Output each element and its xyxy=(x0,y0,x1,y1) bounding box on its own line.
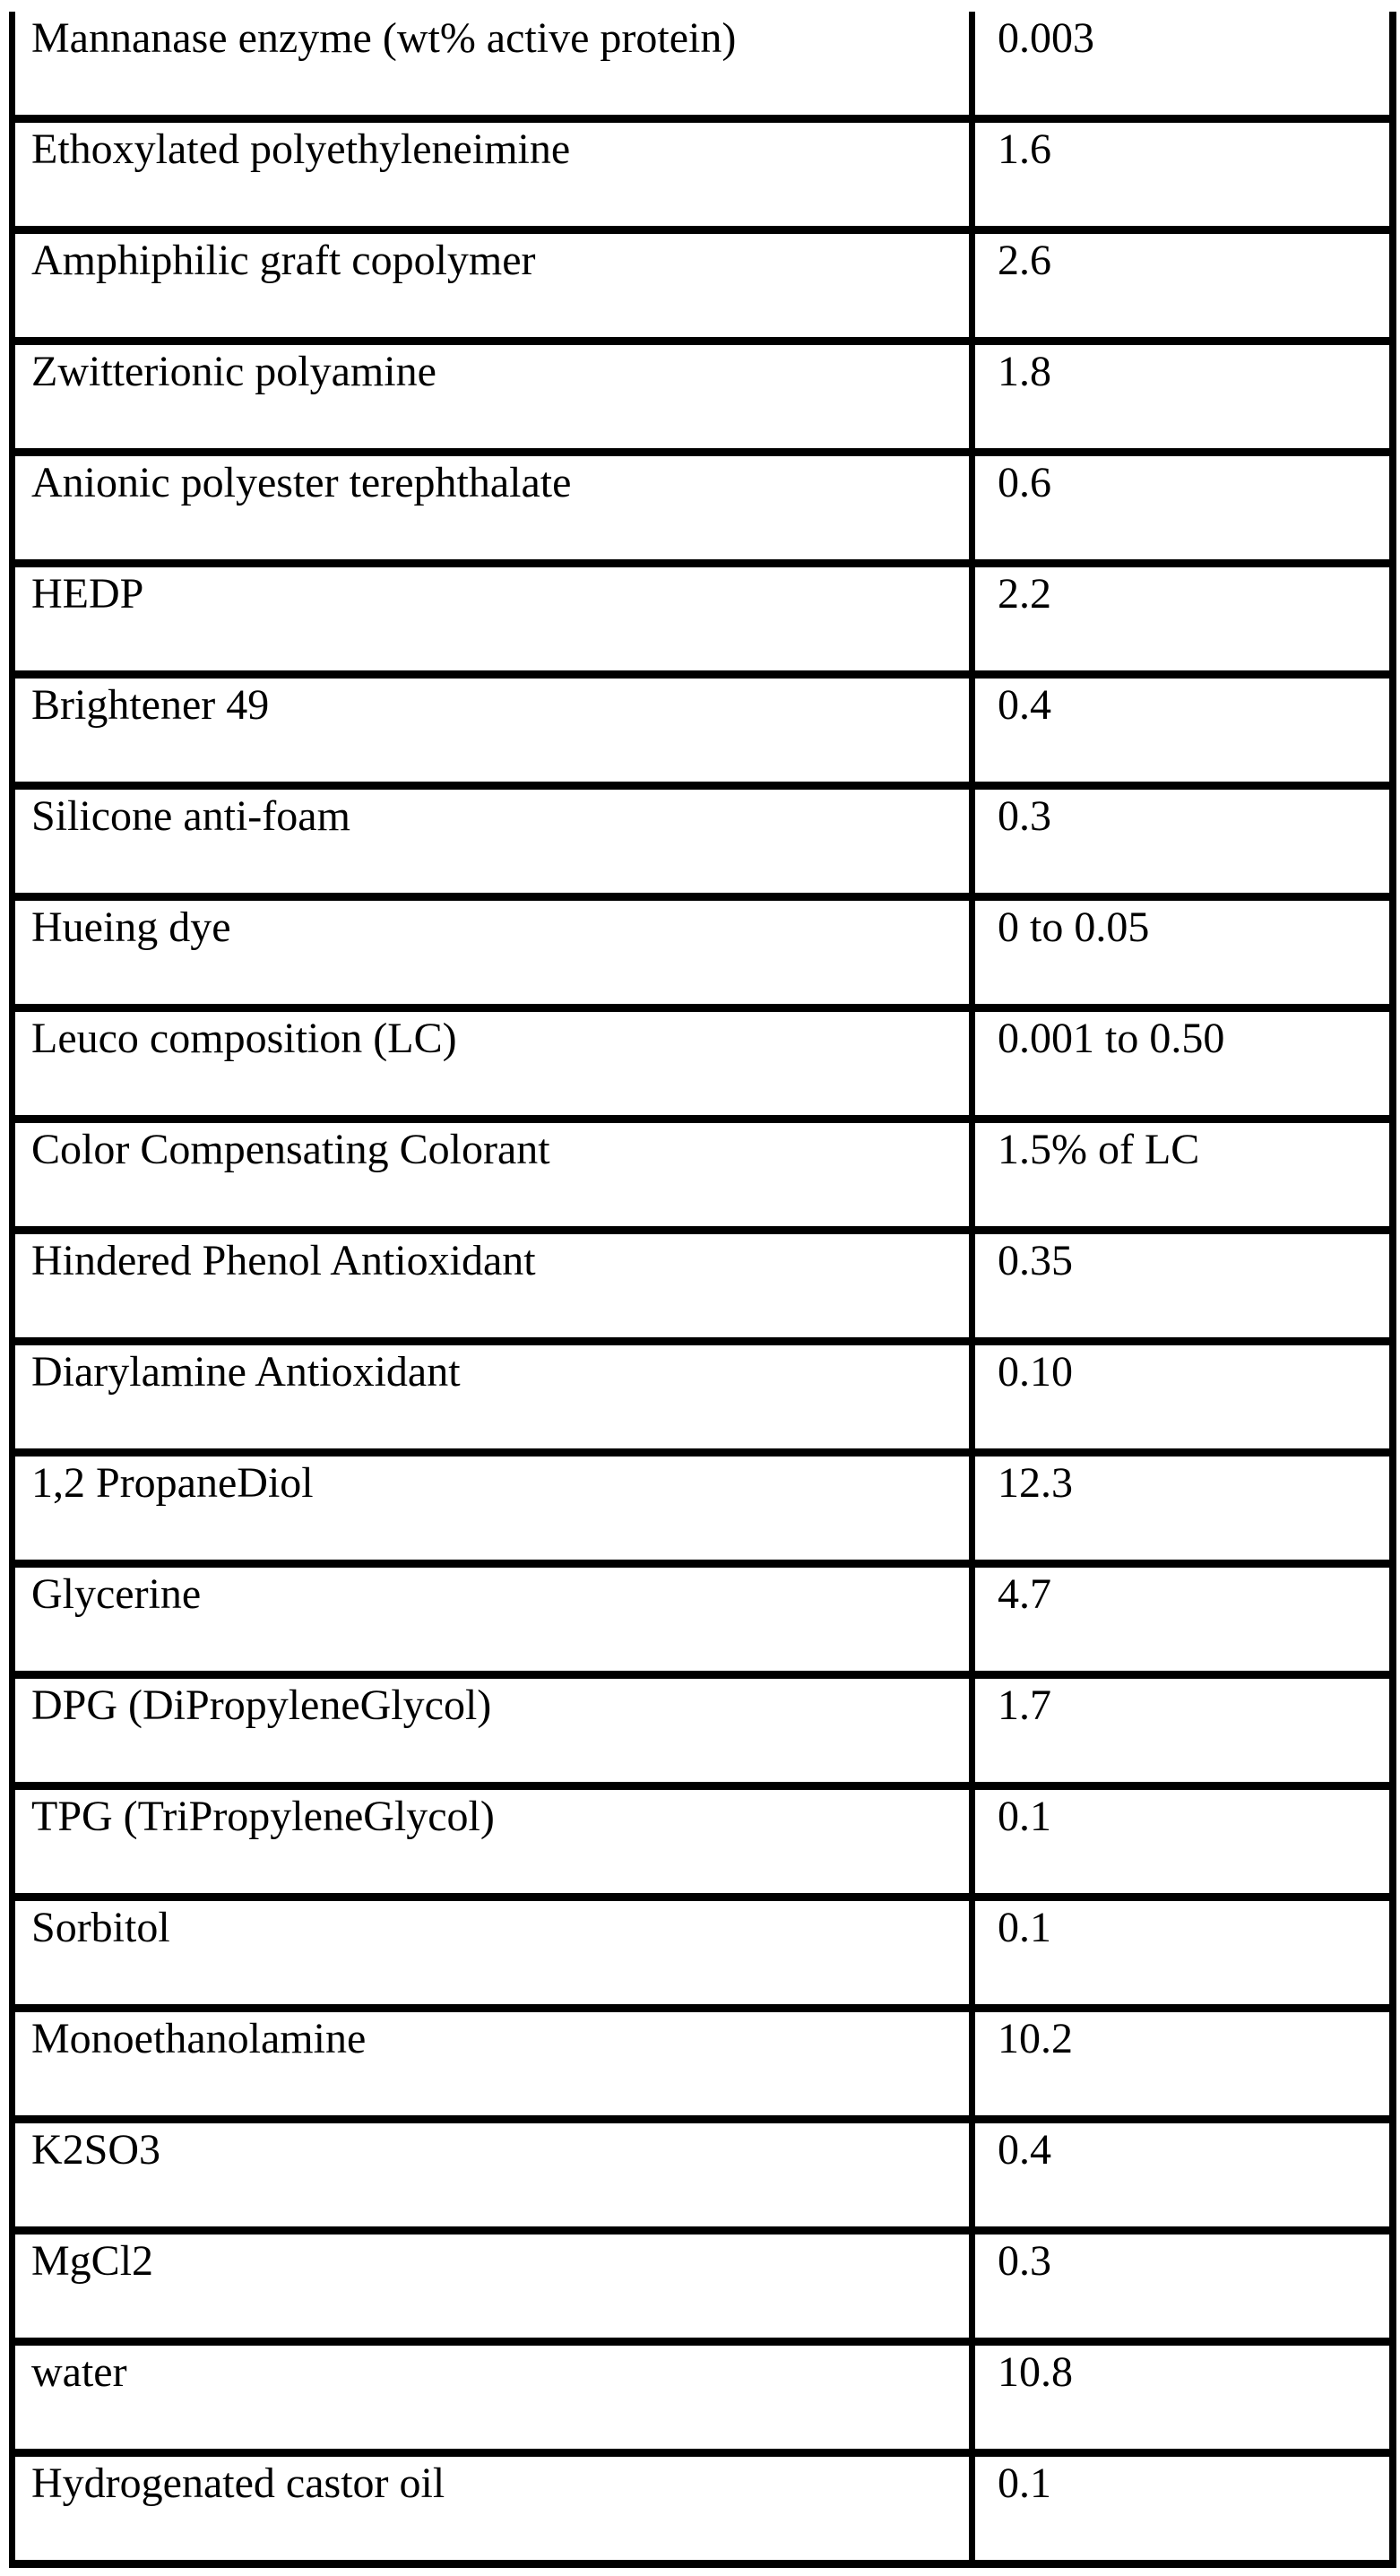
ingredient-value-cell: 0.1 xyxy=(998,1904,1051,1951)
ingredient-name-cell: Diarylamine Antioxidant xyxy=(15,1345,975,1448)
ingredient-value-cell: 1.5% of LC xyxy=(998,1126,1200,1173)
table-row xyxy=(15,567,1389,679)
table-row xyxy=(15,2123,1389,2235)
ingredient-name-cell: Hydrogenated castor oil xyxy=(15,2457,975,2560)
table-row xyxy=(15,901,1389,1012)
ingredient-name-cell: 1,2 PropaneDiol xyxy=(15,1457,975,1560)
ingredient-name-cell: Leuco composition (LC) xyxy=(15,1012,975,1115)
ingredient-name-cell: Ethoxylated polyethyleneimine xyxy=(15,123,975,226)
table-row xyxy=(15,679,1389,790)
table-row xyxy=(15,1901,1389,2012)
ingredient-name-cell: Monoethanolamine xyxy=(15,2012,975,2115)
ingredient-name-cell: Brightener 49 xyxy=(15,679,975,782)
table-row xyxy=(15,345,1389,456)
table-row xyxy=(15,1457,1389,1568)
table-row xyxy=(15,2012,1389,2123)
ingredient-name-cell: Zwitterionic polyamine xyxy=(15,345,975,448)
ingredient-name-cell: Anionic polyester terephthalate xyxy=(15,456,975,559)
ingredient-value-cell: 0.003 xyxy=(998,14,1094,62)
ingredient-value-cell: 0.10 xyxy=(998,1348,1073,1396)
ingredient-name-cell: Hueing dye xyxy=(15,901,975,1004)
composition-table xyxy=(9,12,1396,2568)
table-row xyxy=(15,2457,1389,2568)
ingredient-name-cell: K2SO3 xyxy=(15,2123,975,2226)
table-row xyxy=(15,123,1389,234)
ingredient-name-cell: MgCl2 xyxy=(15,2235,975,2338)
ingredient-value-cell: 0.4 xyxy=(998,2126,1051,2174)
table-row xyxy=(15,1568,1389,1679)
table-row xyxy=(15,456,1389,567)
table-row xyxy=(15,2235,1389,2346)
ingredient-value-cell: 4.7 xyxy=(998,1570,1051,1618)
ingredient-value-cell: 0.35 xyxy=(998,1237,1073,1284)
ingredient-name-cell: DPG (DiPropyleneGlycol) xyxy=(15,1679,975,1782)
ingredient-value-cell: 0.3 xyxy=(998,2237,1051,2285)
ingredient-name-cell: Mannanase enzyme (wt% active protein) xyxy=(15,12,975,115)
ingredient-name-cell: HEDP xyxy=(15,567,975,670)
ingredient-value-cell: 0.1 xyxy=(998,2459,1051,2507)
ingredient-value-cell: 10.2 xyxy=(998,2015,1073,2062)
ingredient-name-cell: Hindered Phenol Antioxidant xyxy=(15,1234,975,1337)
ingredient-value-cell: 0.4 xyxy=(998,681,1051,729)
table-row xyxy=(15,12,1389,123)
ingredient-value-cell: 10.8 xyxy=(998,2348,1073,2396)
table-row xyxy=(15,1345,1389,1457)
ingredient-name-cell: Color Compensating Colorant xyxy=(15,1123,975,1226)
table-row xyxy=(15,1790,1389,1901)
ingredient-name-cell: Sorbitol xyxy=(15,1901,975,2004)
ingredient-name-cell: water xyxy=(15,2346,975,2449)
table-row xyxy=(15,1679,1389,1790)
ingredient-value-cell: 12.3 xyxy=(998,1459,1073,1507)
ingredient-value-cell: 1.7 xyxy=(998,1681,1051,1729)
table-row xyxy=(15,1012,1389,1123)
ingredient-name-cell: TPG (TriPropyleneGlycol) xyxy=(15,1790,975,1893)
ingredient-name-cell: Silicone anti-foam xyxy=(15,790,975,893)
ingredient-value-cell: 0.001 to 0.50 xyxy=(998,1015,1225,1062)
table-row xyxy=(15,234,1389,345)
ingredient-value-cell: 0.3 xyxy=(998,792,1051,840)
table-row xyxy=(15,790,1389,901)
ingredient-value-cell: 0.1 xyxy=(998,1793,1051,1840)
table-row xyxy=(15,2346,1389,2457)
ingredient-name-cell: Amphiphilic graft copolymer xyxy=(15,234,975,337)
ingredient-value-cell: 1.6 xyxy=(998,125,1051,173)
table-row xyxy=(15,1123,1389,1234)
ingredient-name-cell: Glycerine xyxy=(15,1568,975,1671)
ingredient-value-cell: 0 to 0.05 xyxy=(998,903,1150,951)
ingredient-value-cell: 1.8 xyxy=(998,348,1051,395)
ingredient-value-cell: 2.2 xyxy=(998,570,1051,618)
ingredient-value-cell: 2.6 xyxy=(998,237,1051,284)
ingredient-value-cell: 0.6 xyxy=(998,459,1051,506)
table-row xyxy=(15,1234,1389,1345)
